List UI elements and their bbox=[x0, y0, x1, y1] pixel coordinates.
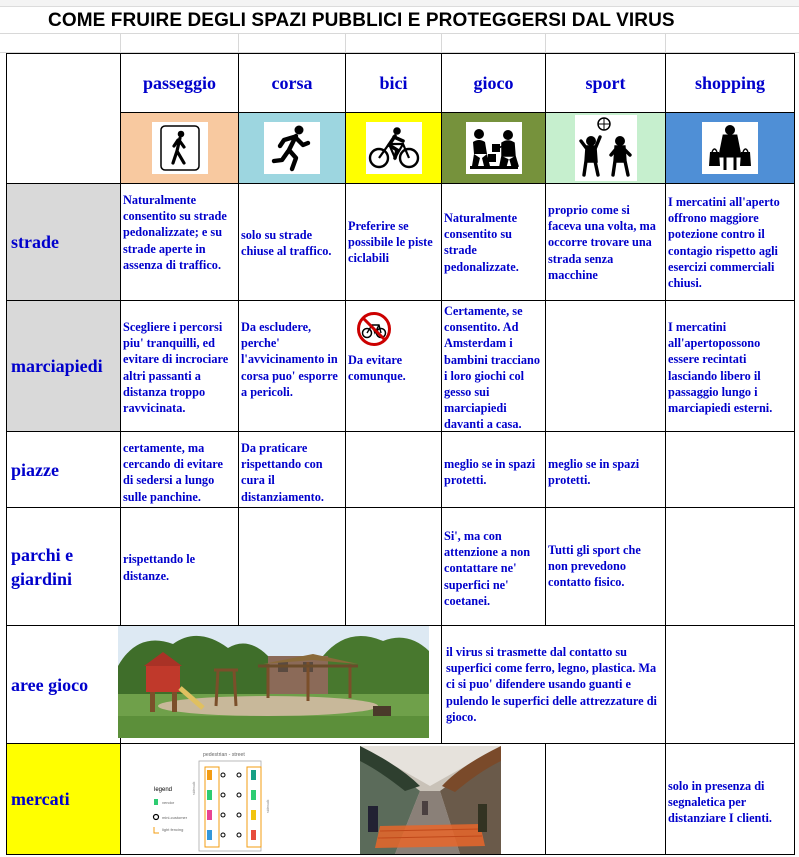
diagram-sidewalk-left: sidewalk bbox=[192, 781, 196, 795]
cell-marciapiedi-shopping: I mercatini all'apertopossono essere recintati lasciando libero il passaggio lungo i marciapiedi esterni. bbox=[665, 300, 795, 432]
column-header-bici: bici bbox=[345, 53, 442, 113]
market-street-photo bbox=[360, 746, 501, 854]
diagram-legend-vendor: vendor bbox=[162, 800, 175, 805]
corner-cell bbox=[6, 53, 121, 184]
column-header-passeggio: passeggio bbox=[120, 53, 239, 113]
cell-piazze-bici bbox=[345, 431, 442, 508]
running-person-icon bbox=[264, 122, 320, 174]
cell-mercati-sport bbox=[545, 743, 666, 855]
cell-marciapiedi-bici bbox=[345, 300, 442, 432]
cell-strade-sport: proprio come si faceva una volta, ma occorre trovare una strada senza macchine bbox=[545, 183, 666, 301]
cell-strade-gioco: Naturalmente consentito su strade pedonalizzate. bbox=[441, 183, 546, 301]
cell-strade-shopping: I mercatini all'aperto offrono maggiore potezione contro il contagio rispetto agli esercizi commerciali chiusi. bbox=[665, 183, 795, 301]
diagram-legend-customer: mini-customer bbox=[162, 815, 188, 820]
column-header-corsa: corsa bbox=[238, 53, 346, 113]
diagram-legend-label: legend bbox=[154, 787, 173, 793]
cell-parchi-gioco: Si', ma con attenzione a non contattare ne' superfici ne' coetanei. bbox=[441, 507, 546, 626]
cyclist-icon bbox=[366, 122, 422, 174]
column-header-gioco: gioco bbox=[441, 53, 546, 113]
spreadsheet-top-strip bbox=[0, 0, 799, 7]
shopper-with-bags-icon bbox=[702, 122, 758, 174]
children-playing-icon bbox=[466, 122, 522, 174]
gridline bbox=[238, 33, 239, 53]
cell-marciapiedi-bici-text: Da evitare comunque. bbox=[348, 353, 406, 384]
cell-piazze-shopping bbox=[665, 431, 795, 508]
icon-cell-shopping bbox=[665, 112, 795, 184]
cell-marciapiedi-gioco: Certamente, se consentito. Ad Amsterdam i bambini tracciano i loro giochi col gesso sui marciapiedi davanti a casa. bbox=[441, 300, 546, 432]
cell-parchi-corsa bbox=[238, 507, 346, 626]
cell-parchi-sport: Tutti gli sport che non prevedono contatto fisico. bbox=[545, 507, 666, 626]
cell-strade-passeggio: Naturalmente consentito su strade pedonalizzate; e su strade aperte in assenza di traffico. bbox=[120, 183, 239, 301]
column-header-sport: sport bbox=[545, 53, 666, 113]
cell-mercati-shopping: solo in presenza di segnaletica per distanziare I clienti. bbox=[665, 743, 795, 855]
icon-cell-passeggio bbox=[120, 112, 239, 184]
cell-marciapiedi-corsa: Da escludere, perche' l'avvicinamento in corsa puo' esporre a pericoli. bbox=[238, 300, 346, 432]
kids-playing-ball-icon bbox=[575, 115, 637, 181]
cell-strade-bici: Preferire se possibile le piste ciclabili bbox=[345, 183, 442, 301]
row-header-strade: strade bbox=[6, 183, 121, 301]
gridline bbox=[345, 33, 346, 53]
icon-cell-bici bbox=[345, 112, 442, 184]
row-header-aree-gioco: aree gioco bbox=[6, 625, 121, 744]
page-title: COME FRUIRE DEGLI SPAZI PUBBLICI E PROTEGGERSI DAL VIRUS bbox=[48, 10, 675, 31]
no-bicycle-sign-icon bbox=[356, 311, 392, 352]
cell-aree-gioco-shopping bbox=[665, 625, 795, 744]
gridline bbox=[441, 33, 442, 53]
icon-cell-corsa bbox=[238, 112, 346, 184]
gridline bbox=[120, 33, 121, 53]
market-layout-diagram bbox=[151, 751, 286, 853]
walking-person-icon bbox=[152, 122, 208, 174]
column-header-shopping: shopping bbox=[665, 53, 795, 113]
icon-cell-gioco bbox=[441, 112, 546, 184]
icon-cell-sport bbox=[545, 112, 666, 184]
cell-piazze-passeggio: certamente, ma cercando di evitare di sedersi a lungo sulle panchine. bbox=[120, 431, 239, 508]
cell-parchi-bici bbox=[345, 507, 442, 626]
gridline bbox=[665, 33, 666, 53]
cell-piazze-corsa: Da praticare rispettando con cura il distanziamento. bbox=[238, 431, 346, 508]
cell-aree-gioco-text: il virus si trasmette dal contatto su superfici come ferro, legno, plastica. Ma ci si puo' difendere usando guanti e pulendo le superfici delle attrezzature di gioco. bbox=[441, 625, 666, 744]
row-header-marciapiedi: marciapiedi bbox=[6, 300, 121, 432]
cell-marciapiedi-sport bbox=[545, 300, 666, 432]
row-header-piazze: piazze bbox=[6, 431, 121, 508]
cell-piazze-sport: meglio se in spazi protetti. bbox=[545, 431, 666, 508]
cell-strade-corsa: solo su strade chiuse al traffico. bbox=[238, 183, 346, 301]
cell-marciapiedi-passeggio: Scegliere i percorsi piu' tranquilli, ed evitare di incrociare altri passanti a distanza troppo ravvicinata. bbox=[120, 300, 239, 432]
cell-parchi-passeggio: rispettando le distanze. bbox=[120, 507, 239, 626]
playground-photo bbox=[118, 626, 429, 738]
cell-parchi-shopping bbox=[665, 507, 795, 626]
diagram-title: pedestrian - street bbox=[203, 752, 245, 758]
gridline bbox=[545, 33, 546, 53]
cell-piazze-gioco: meglio se in spazi protetti. bbox=[441, 431, 546, 508]
diagram-sidewalk-right: sidewalk bbox=[266, 799, 270, 813]
row-header-mercati: mercati bbox=[6, 743, 121, 855]
diagram-legend-fencing: light fencing bbox=[162, 827, 184, 832]
row-header-parchi: parchi e giardini bbox=[6, 507, 121, 626]
